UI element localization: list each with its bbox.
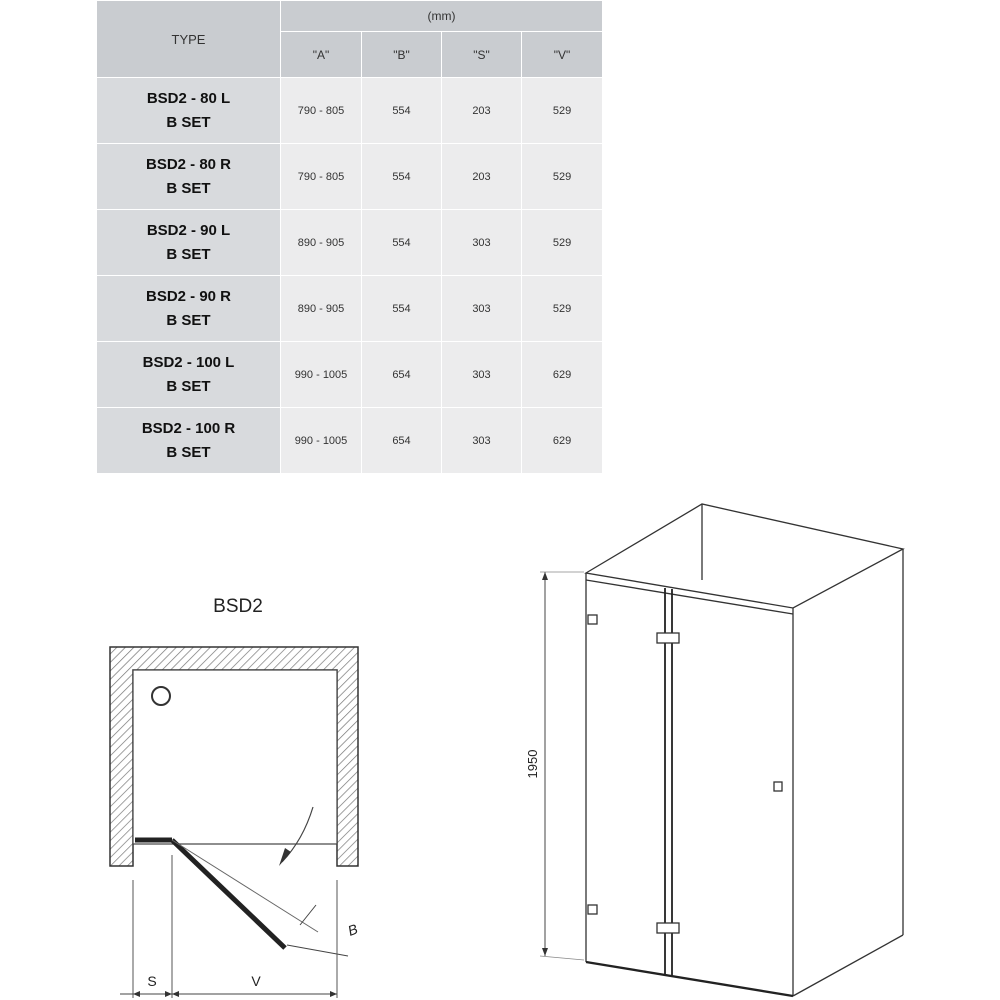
column-header-b: "B" bbox=[362, 32, 442, 78]
value-s: 203 bbox=[442, 144, 522, 210]
value-s: 303 bbox=[442, 342, 522, 408]
type-name: BSD2 - 90 L bbox=[146, 221, 231, 239]
type-header: TYPE bbox=[97, 1, 281, 78]
bottom-front-edge bbox=[586, 962, 793, 996]
value-v: 629 bbox=[522, 342, 603, 408]
door-handle-icon bbox=[774, 782, 782, 791]
label-b: B bbox=[345, 920, 360, 939]
value-a: 790 - 805 bbox=[281, 144, 362, 210]
column-header-a: "A" bbox=[281, 32, 362, 78]
plan-view bbox=[110, 596, 360, 998]
drain-icon bbox=[152, 687, 170, 705]
arrow-head-icon bbox=[279, 848, 291, 866]
value-a: 890 - 905 bbox=[281, 210, 362, 276]
value-a: 890 - 905 bbox=[281, 276, 362, 342]
type-name: BSD2 - 80 L bbox=[146, 89, 231, 107]
value-b: 554 bbox=[362, 210, 442, 276]
type-set: B SET bbox=[166, 377, 211, 395]
type-set: B SET bbox=[166, 311, 211, 329]
side-bottom-edge bbox=[793, 935, 903, 996]
type-name: BSD2 - 100 L bbox=[142, 353, 235, 371]
value-a: 990 - 1005 bbox=[281, 408, 362, 474]
value-b: 654 bbox=[362, 342, 442, 408]
type-set: B SET bbox=[166, 443, 211, 461]
hinge-icon bbox=[657, 633, 679, 643]
dim-line-b bbox=[287, 945, 348, 956]
value-a: 790 - 805 bbox=[281, 78, 362, 144]
isometric-view bbox=[540, 504, 903, 996]
value-s: 203 bbox=[442, 78, 522, 144]
door-panel bbox=[172, 840, 285, 948]
type-set: B SET bbox=[166, 179, 211, 197]
value-v: 629 bbox=[522, 408, 603, 474]
hinge-icon bbox=[588, 905, 597, 914]
height-dim-ext-bottom bbox=[540, 956, 584, 960]
unit-header: (mm) bbox=[281, 1, 603, 32]
value-v: 529 bbox=[522, 144, 603, 210]
type-name: BSD2 - 100 R bbox=[141, 419, 236, 437]
value-b: 554 bbox=[362, 276, 442, 342]
value-a: 990 - 1005 bbox=[281, 342, 362, 408]
value-v: 529 bbox=[522, 276, 603, 342]
value-b: 654 bbox=[362, 408, 442, 474]
hinge-icon bbox=[657, 923, 679, 933]
front-top-rail bbox=[586, 580, 793, 614]
label-s: S bbox=[147, 973, 157, 989]
hinge-icon bbox=[588, 615, 597, 624]
label-v: V bbox=[251, 973, 261, 989]
height-label: 1950 bbox=[525, 749, 540, 779]
dim-tick-b bbox=[300, 905, 316, 925]
value-s: 303 bbox=[442, 408, 522, 474]
top-frame bbox=[586, 504, 903, 608]
type-name: BSD2 - 90 R bbox=[145, 287, 232, 305]
type-set: B SET bbox=[166, 113, 211, 131]
plan-title: BSD2 bbox=[213, 596, 263, 617]
value-v: 529 bbox=[522, 78, 603, 144]
column-header-s: "S" bbox=[442, 32, 522, 78]
type-set: B SET bbox=[166, 245, 211, 263]
value-s: 303 bbox=[442, 210, 522, 276]
value-b: 554 bbox=[362, 144, 442, 210]
value-b: 554 bbox=[362, 78, 442, 144]
value-v: 529 bbox=[522, 210, 603, 276]
value-s: 303 bbox=[442, 276, 522, 342]
column-header-v: "V" bbox=[522, 32, 603, 78]
swing-line bbox=[172, 840, 318, 932]
type-name: BSD2 - 80 R bbox=[145, 155, 232, 173]
